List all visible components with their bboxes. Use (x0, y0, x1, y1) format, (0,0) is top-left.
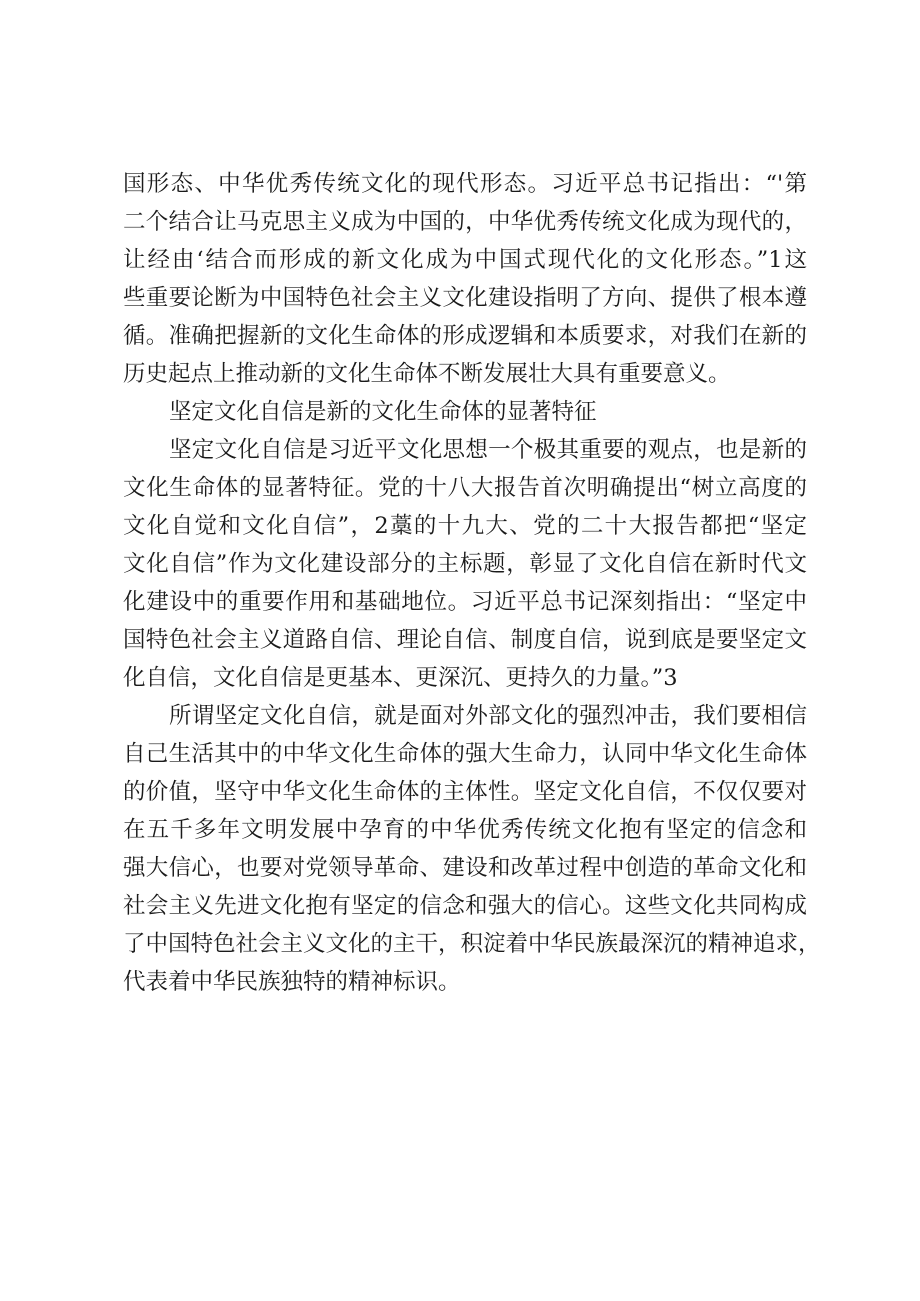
text-line: 国特色社会主义道路自信、理论自信、制度自信，说到底是要坚定文 (123, 627, 807, 653)
text-line: 文化自信”作为文化建设部分的主标题，彰显了文化自信在新时代文 (123, 551, 807, 577)
text-line: 文化生命体的显著特征。党的十八大报告首次明确提出“树立高度的 (123, 475, 807, 501)
text-line: 二个结合让马克思主义成为中国的，中华优秀传统文化成为现代的， (123, 209, 807, 235)
section-heading (123, 393, 807, 431)
text-line: 代表着中华民族独特的精神标识。 (123, 969, 461, 995)
text-line: 国形态、中华优秀传统文化的现代形态。习近平总书记指出：“'第 (123, 171, 807, 197)
text-line: 所谓坚定文化自信，就是面对外部文化的强烈冲击，我们要相信 (169, 703, 807, 729)
text-line: 坚定文化自信是新的文化生命体的显著特征 (169, 399, 597, 425)
text-line: 强大信心，也要对党领导革命、建设和改革过程中创造的革命文化和 (123, 855, 807, 881)
text-line: 在五千多年文明发展中孕育的中华优秀传统文化抱有坚定的信念和 (123, 817, 807, 843)
text-line: 历史起点上推动新的文化生命体不断发展壮大具有重要意义。 (123, 361, 731, 387)
text-line: 自己生活其中的中华文化生命体的强大生命力，认同中华文化生命体 (123, 741, 807, 767)
text-line: 循。准确把握新的文化生命体的形成逻辑和本质要求，对我们在新的 (123, 323, 807, 349)
text-line: 化建设中的重要作用和基础地位。习近平总书记深刻指出：“坚定中 (123, 589, 807, 615)
text-line: 文化自觉和文化自信”，2藁的十九大、党的二十大报告都把“坚定 (123, 513, 807, 539)
text-line: 社会主义先进文化抱有坚定的信念和强大的信心。这些文化共同构成 (123, 893, 807, 919)
text-line: 了中国特色社会主义文化的主干，积淀着中华民族最深沉的精神追求， (123, 931, 821, 957)
paragraph (123, 431, 807, 697)
paragraph (123, 697, 821, 1001)
text-line: 的价值，坚守中华文化生命体的主体性。坚定文化自信，不仅仅要对 (123, 779, 807, 805)
text-line: 化自信，文化自信是更基本、更深沉、更持久的力量。”3 (123, 665, 678, 691)
text-line: 些重要论断为中国特色社会主义文化建设指明了方向、提供了根本遵 (123, 285, 807, 311)
document-body (123, 165, 821, 1001)
text-line: 让经由‘结合而形成的新文化成为中国式现代化的文化形态。”1这 (123, 247, 807, 273)
text-line: 坚定文化自信是习近平文化思想一个极其重要的观点，也是新的 (169, 437, 807, 463)
paragraph (123, 165, 807, 393)
